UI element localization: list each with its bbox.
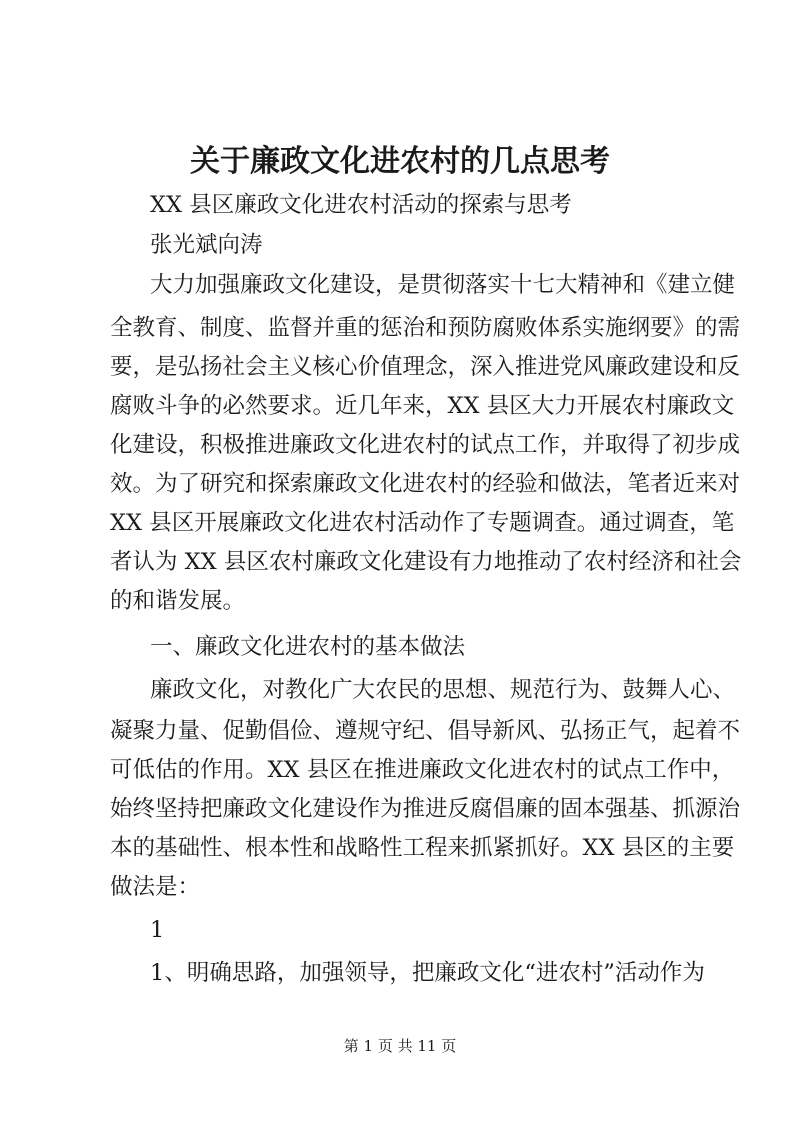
- paragraph-line: 大力加强廉政文化建设，是贯彻落实十七大精神和《建立健: [150, 272, 736, 298]
- paragraph-line: 要，是弘扬社会主义核心价值理念，深入推进党风廉政建设和反: [110, 354, 741, 380]
- paragraph-line: 廉政文化，对教化广大农民的思想、规范行为、鼓舞人心、: [150, 677, 736, 703]
- paragraph-line: 可低估的作用。XX 县区在推进廉政文化进农村的试点工作中，: [110, 757, 735, 783]
- paragraph-line: 本的基础性、根本性和战略性工程来抓紧抓好。XX 县区的主要: [110, 835, 735, 861]
- paragraph-line: 者认为 XX 县区农村廉政文化建设有力地推动了农村经济和社会: [110, 549, 742, 575]
- paragraph-line: 的和谐发展。: [110, 588, 246, 614]
- list-item: 1、明确思路，加强领导，把廉政文化“进农村”活动作为: [150, 960, 705, 986]
- paragraph-line: 化建设，积极推进廉政文化进农村的试点工作，并取得了初步成: [110, 432, 741, 458]
- document-subtitle: XX 县区廉政文化进农村活动的探索与思考: [150, 192, 572, 218]
- paragraph-line: 全教育、制度、监督并重的惩治和预防腐败体系实施纲要》的需: [110, 315, 741, 341]
- document-title: 关于廉政文化进农村的几点思考: [190, 144, 610, 179]
- paragraph-line: 始终坚持把廉政文化建设作为推进反腐倡廉的固本强基、抓源治: [110, 796, 741, 822]
- paragraph-line: 腐败斗争的必然要求。近几年来，XX 县区大力开展农村廉政文: [110, 393, 735, 419]
- page-footer: 第 1 页 共 11 页: [343, 1037, 457, 1055]
- paragraph-line: 凝聚力量、促勤倡俭、遵规守纪、倡导新风、弘扬正气，起着不: [110, 718, 741, 744]
- paragraph-line: 效。为了研究和探索廉政文化进农村的经验和做法，笔者近来对: [110, 471, 741, 497]
- section-heading: 一、廉政文化进农村的基本做法: [150, 634, 466, 660]
- document-authors: 张光斌向涛: [150, 232, 263, 258]
- paragraph-line: 做法是：: [110, 874, 201, 900]
- list-marker: 1: [150, 917, 165, 943]
- paragraph-line: XX 县区开展廉政文化进农村活动作了专题调查。通过调查，笔: [110, 510, 735, 536]
